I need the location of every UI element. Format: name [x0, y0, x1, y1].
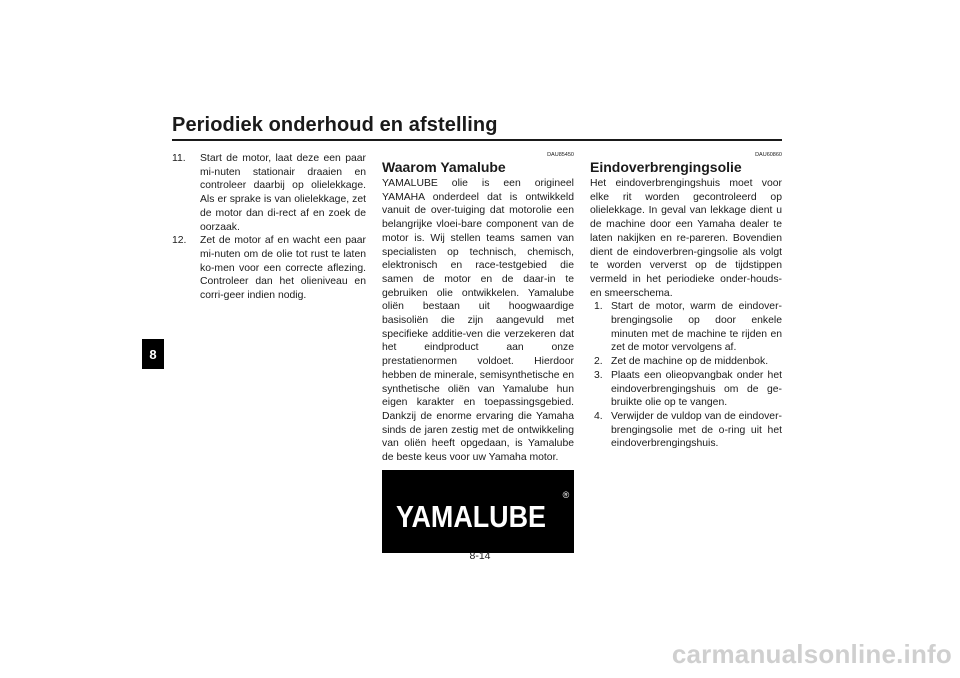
item-text: Zet de motor af en wacht een paar mi-nuten om de olie tot rust te laten ko-men voor een correcte aflezing. Controleer dan het olieniveau en corri-geer indien nodig.	[200, 235, 366, 302]
section-heading: Eindoverbrengingsolie	[590, 159, 742, 175]
list-item	[590, 300, 782, 355]
item-text: Zet de machine op de middenbok.	[611, 356, 769, 368]
title-divider	[172, 139, 782, 141]
item-text: Start de motor, warm de eindover-brengingsolie op door enkele minuten met de machine te rijden en zet de motor vervolgens af.	[611, 301, 782, 354]
chapter-tab: 8	[142, 339, 164, 369]
logo-wordmark: YAMALUBE	[396, 498, 546, 534]
yamalube-logo-graphic	[382, 470, 574, 553]
item-number: 4.	[594, 410, 603, 422]
section-code: DAU85450	[547, 152, 574, 158]
item-number: 2.	[594, 356, 603, 368]
final-drive-section	[590, 152, 782, 451]
page-number: 8-14	[469, 550, 491, 562]
list-item	[172, 234, 366, 303]
item-number: 1.	[594, 301, 603, 313]
registered-mark: ®	[562, 489, 570, 500]
section-heading: Waarom Yamalube	[382, 159, 506, 175]
section-intro: Het eindoverbrengingshuis moet voor elke rit worden gecontroleerd op olielekkage. In geval van lekkage dient u de machine door een Yamaha dealer te laten nakijken en re-pareren. Bovendien dient de eindoverbren-gingsolie als volgt te worden ververst op de tijdstippen vermeld in het periodieke onder-houds- en smeerschema.	[590, 178, 782, 299]
section-body: YAMALUBE olie is een origineel YAMAHA onderdeel dat is ontwikkeld vanuit de over-tuiging dat motorolie een belangrijke vloei-bare component van de motor is. Wij stellen teams samen van specialisten op technisch, chemisch, elektronisch en race-testgebied die samen de motor en de daar-in te gebruiken olie ontwikkelen. Yamalube oliën bestaan uit hoogwaardige basisoliën die zijn aangevuld met specifieke additie-ven die verzekeren dat het eindproduct aan onze prestatienormen voldoet. Hierdoor hebben de minerale, semisynthetische en synthetische oliën van Yamalube hun eigen karakter en toepassingsgebied. Dankzij de enorme ervaring die Yamaha sinds de jaren zestig met de ontwikkeling van oliën heeft opgedaan, is Yamalube de beste keus voor uw Yamaha motor.	[382, 178, 574, 464]
watermark: carmanualsonline.info	[671, 639, 952, 669]
list-item	[590, 355, 782, 369]
item-number: 12.	[172, 235, 187, 247]
item-text: Verwijder de vuldop van de eindover-brengingsolie met de o-ring uit het eindoverbrengingshuis.	[611, 410, 782, 450]
item-number: 3.	[594, 369, 603, 381]
item-text: Plaats een olieopvangbak onder het eindoverbrengingshuis om de ge-bruikte olie op te vangen.	[611, 369, 782, 409]
page-title: Periodiek onderhoud en afstelling	[172, 114, 498, 136]
list-item	[590, 410, 782, 451]
yamalube-section	[382, 152, 574, 553]
section-code: DAU60860	[755, 152, 782, 158]
list-item	[590, 369, 782, 410]
list-item	[172, 152, 366, 234]
item-number: 11.	[172, 153, 186, 164]
yamalube-logo	[382, 470, 574, 553]
item-text: Start de motor, laat deze een paar mi-nuten stationair draaien en controleer daarbij op olielekkage. Als er sprake is van olielekkage, zet de motor dan di-rect af en zoek de oorzaak.	[200, 153, 366, 233]
left-column	[172, 152, 366, 303]
